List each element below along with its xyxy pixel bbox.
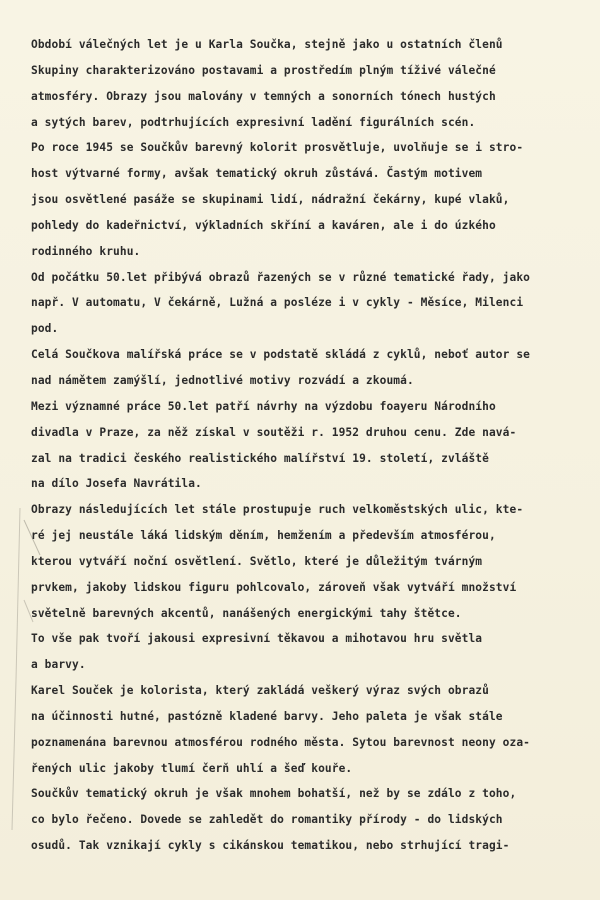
text-line: Součkův tematický okruh je však mnohem bohatší, než by se zdálo z toho, — [31, 787, 517, 801]
text-line: ré jej neustále láká lidským děním, hemžením a především atmosférou, — [31, 529, 496, 543]
text-line: světelně barevných akcentů, nanášených energickými tahy štětce. — [31, 606, 462, 620]
text-line: zal na tradici českého realistického malířství 19. století, zvláště — [31, 451, 489, 465]
text-line: prvkem, jakoby lidskou figuru pohlcovalo, zároveň však vytváří množství — [31, 580, 517, 594]
text-line: Období válečných let je u Karla Součka, stejně jako u ostatních členů — [31, 38, 503, 51]
text-line: pod. — [31, 322, 59, 336]
text-line: např. V automatu, V čekárně, Lužná a posléze i v cykly - Měsíce, Milenci — [31, 296, 524, 310]
text-line: a barvy. — [31, 658, 86, 672]
text-line: Mezi významné práce 50.let patří návrhy na výzdobu foayeru Národního — [31, 399, 496, 413]
text-line: na dílo Josefa Navrátila. — [31, 477, 202, 491]
text-line: řených ulic jakoby tlumí čerň uhlí a šeď kouře. — [31, 761, 353, 775]
text-line: na účinnosti hutné, pastózně kladené barvy. Jeho paleta je však stále — [31, 709, 503, 723]
text-line: co bylo řečeno. Dovede se zahledět do romantiky přírody - do lidských — [31, 813, 503, 827]
text-line: kterou vytváří noční osvětlení. Světlo, které je důležitým tvárným — [31, 554, 483, 568]
text-line: poznamenána barevnou atmosférou rodného města. Sytou barevnost neony oza- — [31, 735, 530, 749]
text-line: nad námětem zamýšlí, jednotlivé motivy rozvádí a zkoumá. — [31, 373, 414, 387]
text-line: pohledy do kadeřnictví, výkladních skříní a kaváren, ale i do úzkého — [31, 218, 496, 232]
text-line: Od počátku 50.let přibývá obrazů řazených se v různé tematické řady, jako — [31, 270, 530, 284]
text-line: Obrazy následujících let stále prostupuje ruch velkoměstských ulic, kte- — [31, 503, 524, 517]
text-line: a sytých barev, podtrhujících expresivní ladění figurálních scén. — [31, 115, 476, 129]
text-line: atmosféry. Obrazy jsou malovány v temných a sonorních tónech hustých — [31, 89, 496, 103]
text-line: host výtvarné formy, avšak tematický okruh zůstává. Častým motivem — [31, 167, 483, 181]
text-line: Celá Součkova malířská práce se v podstatě skládá z cyklů, neboť autor se — [31, 348, 530, 362]
text-line: To vše pak tvoří jakousi expresivní těkavou a mihotavou hru světla — [31, 632, 483, 646]
text-line: Karel Souček je kolorista, který zakládá veškerý výraz svých obrazů — [31, 684, 489, 698]
text-line: divadla v Praze, za něž získal v soutěži r. 1952 druhou cenu. Zde navá- — [31, 425, 517, 439]
text-line: Po roce 1945 se Součkův barevný kolorit prosvětluje, uvolňuje se i stro- — [31, 141, 524, 155]
typed-text-block — [31, 32, 600, 859]
text-line: osudů. Tak vznikají cykly s cikánskou tematikou, nebo strhující tragi- — [31, 839, 510, 853]
text-line: rodinného kruhu. — [31, 244, 141, 258]
text-line: jsou osvětlené pasáže se skupinami lidí, nádražní čekárny, kupé vlaků, — [31, 193, 510, 207]
text-line: Skupiny charakterizováno postavami a prostředím plným tíživé válečné — [31, 63, 496, 77]
